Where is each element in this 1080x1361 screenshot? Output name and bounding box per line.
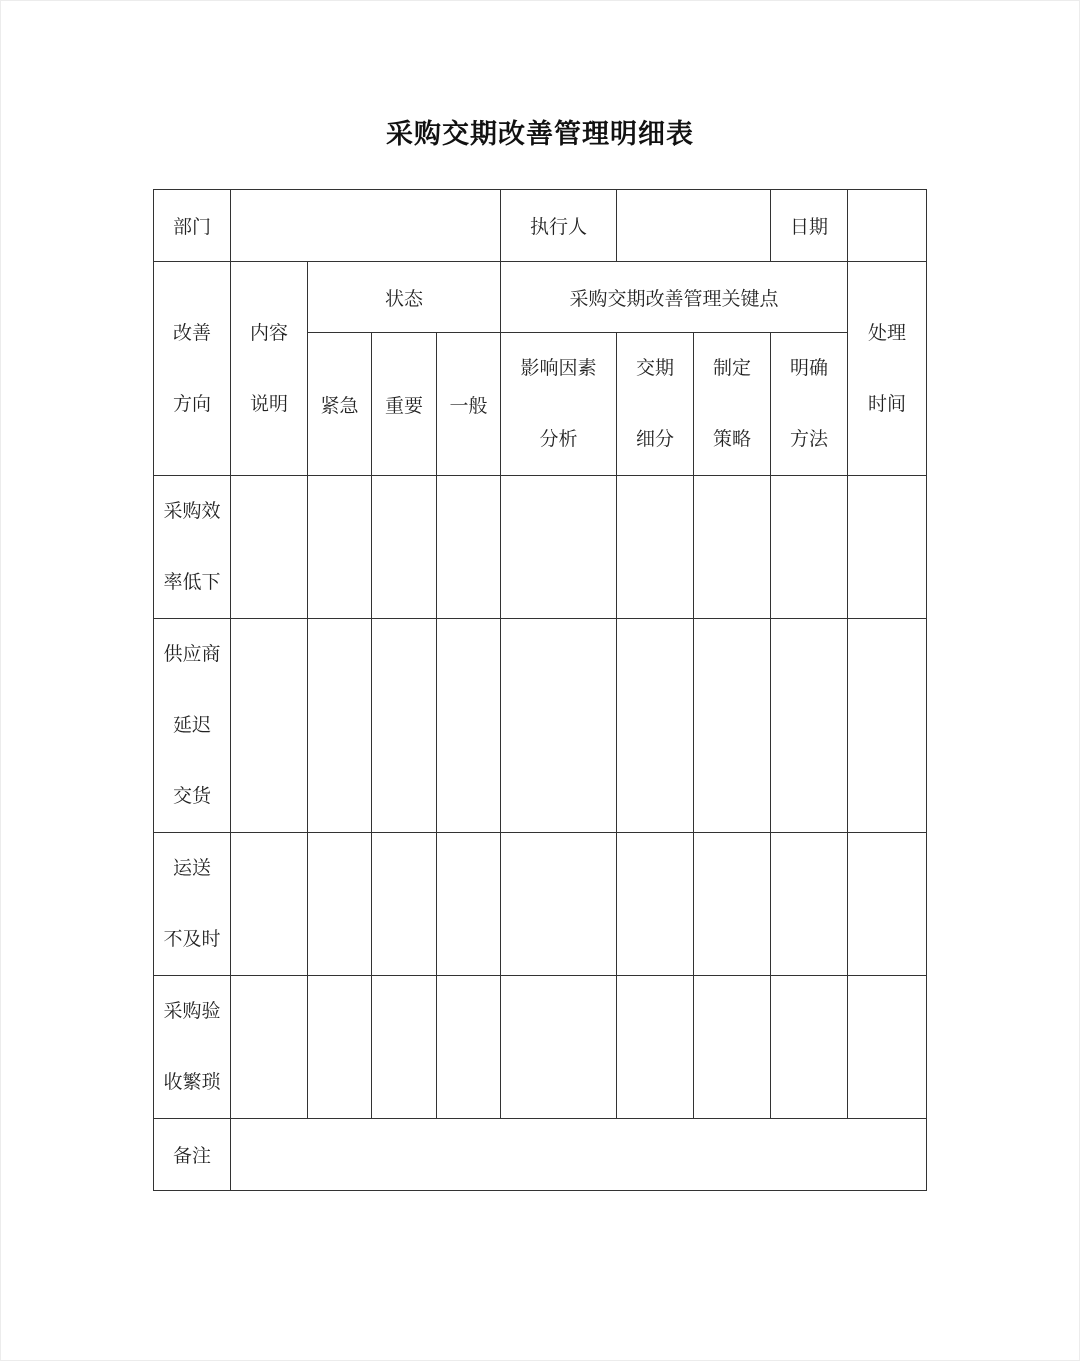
delivery-breakdown-cell[interactable] <box>617 976 694 1119</box>
delivery-breakdown-cell[interactable] <box>617 476 694 619</box>
row-label-line: 采购效 <box>163 500 221 522</box>
strategy-cell[interactable] <box>694 476 771 619</box>
table-row <box>154 619 927 833</box>
urgent-cell[interactable] <box>308 619 372 833</box>
strategy-header <box>694 333 771 476</box>
factor-analysis-line-1: 影响因素 <box>520 357 597 379</box>
row-label-line: 收繁琐 <box>163 1071 221 1093</box>
normal-cell[interactable] <box>437 833 501 976</box>
department-field[interactable] <box>231 190 501 262</box>
table-row <box>154 833 927 976</box>
delivery-breakdown-line-1: 交期 <box>635 357 674 379</box>
urgent-cell[interactable] <box>308 833 372 976</box>
factor-analysis-cell[interactable] <box>501 619 617 833</box>
factor-analysis-header <box>501 333 617 476</box>
row-direction-label <box>154 833 231 976</box>
important-cell[interactable] <box>372 619 437 833</box>
method-cell[interactable] <box>771 833 848 976</box>
strategy-cell[interactable] <box>694 976 771 1119</box>
delivery-breakdown-cell[interactable] <box>617 833 694 976</box>
time-cell[interactable] <box>848 619 927 833</box>
method-cell[interactable] <box>771 476 848 619</box>
content-cell[interactable] <box>231 976 308 1119</box>
time-header-line-2: 时间 <box>867 392 906 415</box>
column-header-row-1 <box>154 262 927 333</box>
time-cell[interactable] <box>848 976 927 1119</box>
remarks-label: 备注 <box>154 1119 231 1191</box>
status-urgent-header: 紧急 <box>308 333 372 476</box>
row-direction-label <box>154 976 231 1119</box>
time-cell[interactable] <box>848 833 927 976</box>
strategy-line-2: 策略 <box>712 428 751 450</box>
row-label-line: 供应商 <box>163 643 221 665</box>
normal-cell[interactable] <box>437 619 501 833</box>
page-title: 采购交期改善管理明细表 <box>386 119 694 150</box>
content-cell[interactable] <box>231 833 308 976</box>
department-label: 部门 <box>154 190 231 262</box>
delivery-breakdown-cell[interactable] <box>617 619 694 833</box>
direction-header-line-2: 方向 <box>172 392 211 415</box>
method-cell[interactable] <box>771 619 848 833</box>
date-label: 日期 <box>771 190 848 262</box>
improvement-table <box>153 189 927 1191</box>
method-cell[interactable] <box>771 976 848 1119</box>
important-cell[interactable] <box>372 976 437 1119</box>
factor-analysis-cell[interactable] <box>501 833 617 976</box>
row-label-line: 运送 <box>172 857 211 879</box>
time-header <box>848 262 927 476</box>
remarks-row <box>154 1119 927 1191</box>
delivery-breakdown-header <box>617 333 694 476</box>
normal-cell[interactable] <box>437 476 501 619</box>
executor-label: 执行人 <box>501 190 617 262</box>
important-cell[interactable] <box>372 476 437 619</box>
row-label-line: 采购验 <box>163 1000 221 1022</box>
row-direction-label <box>154 619 231 833</box>
factor-analysis-cell[interactable] <box>501 976 617 1119</box>
time-header-line-1: 处理 <box>867 321 906 344</box>
row-label-line: 延迟 <box>172 714 211 736</box>
content-header <box>231 262 308 476</box>
content-cell[interactable] <box>231 476 308 619</box>
method-line-2: 方法 <box>789 428 828 450</box>
content-cell[interactable] <box>231 619 308 833</box>
content-header-line-2: 说明 <box>249 392 288 415</box>
strategy-cell[interactable] <box>694 619 771 833</box>
table-row <box>154 476 927 619</box>
status-header: 状态 <box>308 262 501 333</box>
executor-field[interactable] <box>617 190 771 262</box>
status-normal-header: 一般 <box>437 333 501 476</box>
direction-header-line-1: 改善 <box>172 321 211 344</box>
row-label-line: 率低下 <box>163 571 221 593</box>
table-row <box>154 976 927 1119</box>
urgent-cell[interactable] <box>308 476 372 619</box>
method-header <box>771 333 848 476</box>
row-label-line: 不及时 <box>163 928 221 950</box>
info-row <box>154 190 927 262</box>
row-label-line: 交货 <box>172 785 211 807</box>
content-header-line-1: 内容 <box>249 321 288 344</box>
method-line-1: 明确 <box>789 357 828 379</box>
date-field[interactable] <box>848 190 927 262</box>
direction-header <box>154 262 231 476</box>
strategy-cell[interactable] <box>694 833 771 976</box>
status-important-header: 重要 <box>372 333 437 476</box>
delivery-breakdown-line-2: 细分 <box>635 428 674 450</box>
normal-cell[interactable] <box>437 976 501 1119</box>
row-direction-label <box>154 476 231 619</box>
urgent-cell[interactable] <box>308 976 372 1119</box>
remarks-field[interactable] <box>231 1119 927 1191</box>
factor-analysis-line-2: 分析 <box>539 428 578 450</box>
strategy-line-1: 制定 <box>712 357 751 379</box>
important-cell[interactable] <box>372 833 437 976</box>
factor-analysis-cell[interactable] <box>501 476 617 619</box>
key-points-header: 采购交期改善管理关键点 <box>501 262 848 333</box>
time-cell[interactable] <box>848 476 927 619</box>
